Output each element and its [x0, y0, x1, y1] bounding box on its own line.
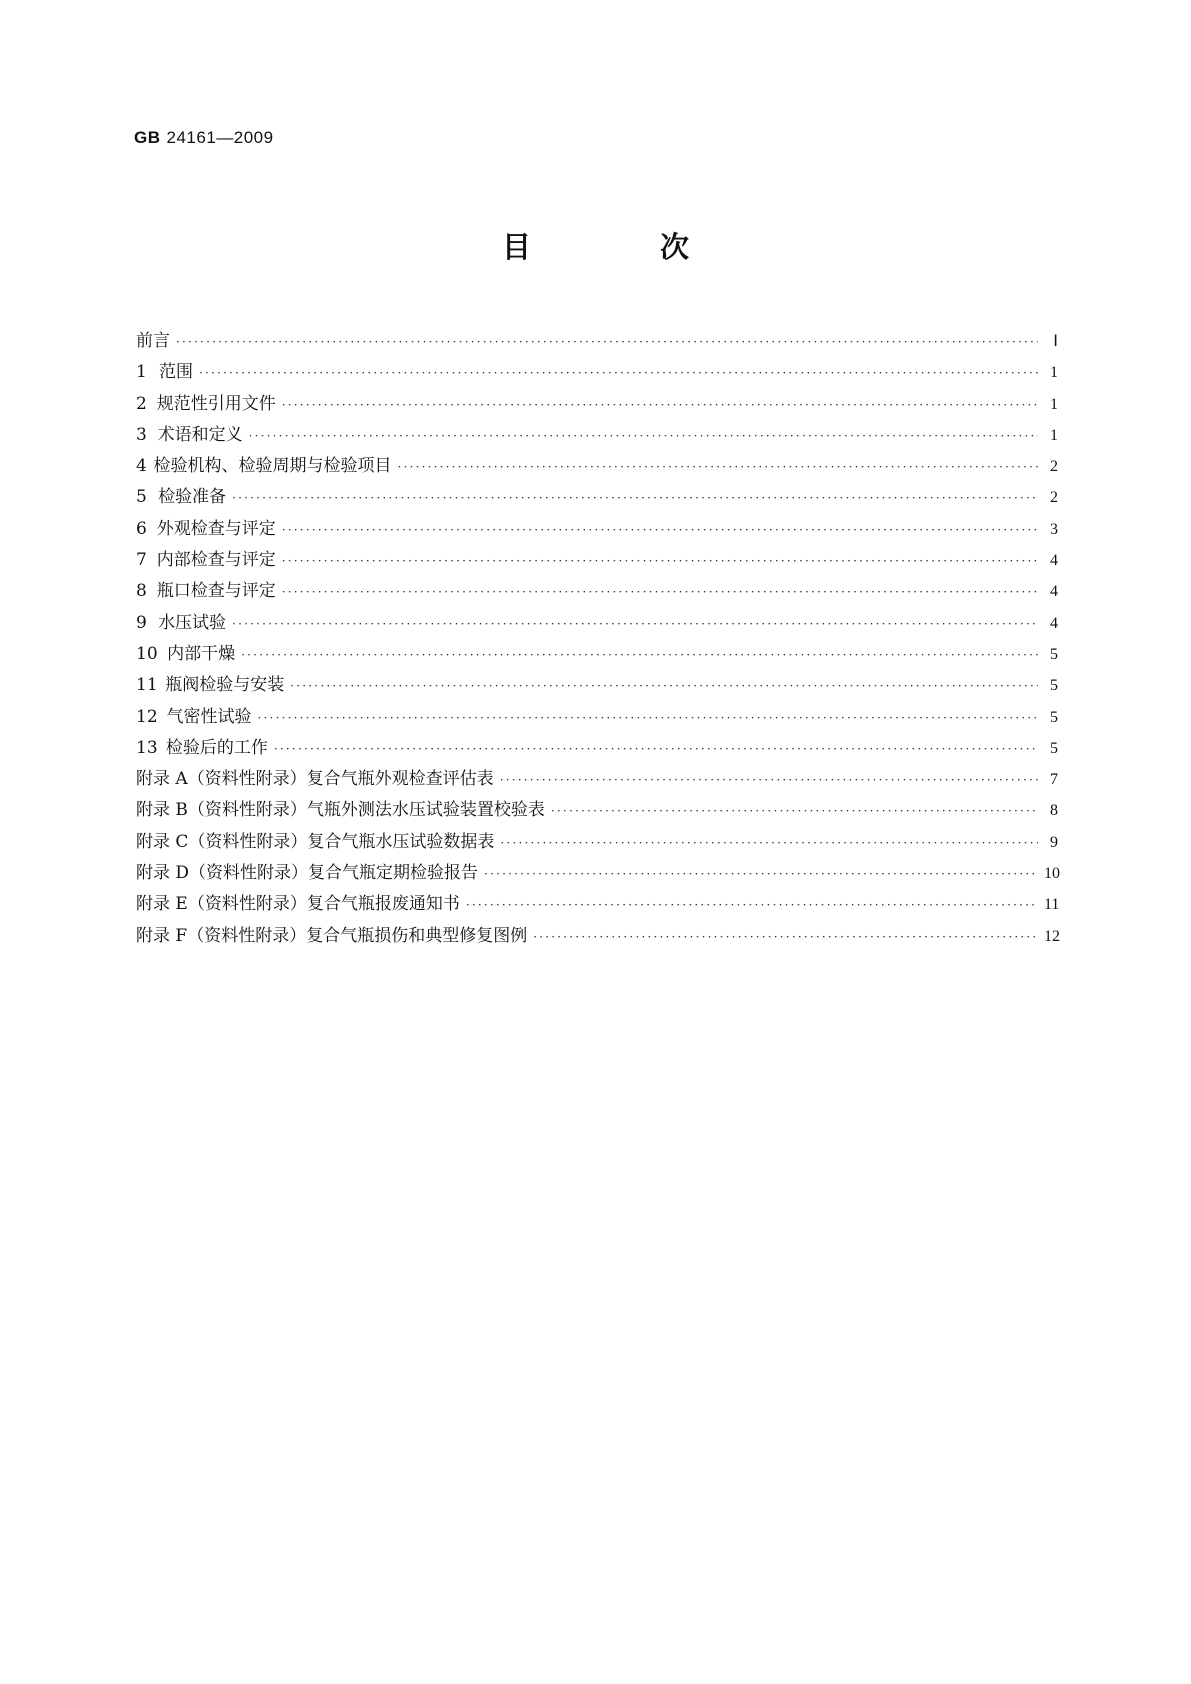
dot-leader [249, 421, 1038, 452]
dot-leader [282, 577, 1038, 608]
toc-entry-label: 范围 [158, 362, 193, 383]
dot-leader [533, 922, 1038, 953]
toc-entry[interactable] [136, 639, 1058, 670]
toc-entry-label: 气瓶外测法水压试验装置校验表 [306, 800, 545, 821]
toc-entry-number: 7 [136, 550, 147, 571]
toc-entry-number: 附录 C（资料性附录） [136, 831, 308, 852]
toc-entry[interactable] [136, 795, 1058, 826]
toc-entry-page: 1 [1050, 426, 1058, 444]
toc-entry-label: 瓶口检查与评定 [156, 581, 276, 602]
toc-entry[interactable] [136, 576, 1058, 607]
table-of-contents [136, 326, 1058, 952]
standard-prefix: GB [134, 128, 161, 147]
toc-entry-number: 3 [136, 424, 147, 445]
dot-leader [500, 828, 1038, 859]
toc-entry-page: 4 [1050, 552, 1058, 570]
toc-entry-label: 复合气瓶外观检查评估表 [306, 769, 494, 790]
toc-entry-label: 复合气瓶定期检验报告 [308, 863, 479, 884]
toc-entry-page: 9 [1050, 833, 1058, 851]
toc-entry-page: 3 [1050, 520, 1058, 538]
toc-entry[interactable] [136, 733, 1058, 764]
toc-entry-page: 7 [1050, 771, 1058, 789]
toc-entry-label: 术语和定义 [157, 424, 243, 445]
toc-entry[interactable] [136, 858, 1058, 889]
toc-entry[interactable] [136, 482, 1058, 513]
toc-entry-number: 附录 A（资料性附录） [136, 769, 307, 790]
toc-entry-number: 2 [136, 393, 147, 414]
toc-entry[interactable] [136, 608, 1058, 639]
dot-leader [290, 671, 1038, 702]
dot-leader [398, 452, 1038, 483]
toc-entry-page: 2 [1050, 458, 1058, 476]
toc-entry-page: 1 [1050, 364, 1058, 382]
dot-leader [282, 390, 1038, 421]
dot-leader [500, 765, 1038, 796]
toc-entry[interactable] [136, 545, 1058, 576]
toc-entry-label: 水压试验 [158, 612, 227, 633]
toc-entry[interactable] [136, 451, 1058, 482]
dot-leader [232, 483, 1038, 514]
dot-leader [282, 515, 1038, 546]
toc-entry-number: 9 [136, 612, 147, 633]
toc-entry-number: 11 [136, 675, 158, 696]
toc-entry-label: 检验准备 [158, 487, 227, 508]
toc-entry[interactable] [136, 389, 1058, 420]
dot-leader [199, 358, 1038, 389]
toc-entry-number: 附录 D（资料性附录） [136, 863, 309, 884]
toc-entry[interactable] [136, 702, 1058, 733]
toc-entry[interactable] [136, 764, 1058, 795]
toc-entry-number: 10 [136, 643, 158, 664]
toc-entry-page: 4 [1050, 614, 1058, 632]
toc-entry-page: 5 [1050, 739, 1058, 757]
page-title: 目 次 [501, 230, 739, 264]
toc-entry-number: 附录 F（资料性附录） [136, 925, 307, 946]
dot-leader [232, 609, 1038, 640]
toc-entry-number: 附录 E（资料性附录） [136, 894, 307, 915]
standard-code [134, 128, 274, 148]
toc-entry[interactable] [136, 357, 1058, 388]
toc-entry-number: 12 [136, 706, 158, 727]
toc-entry-page: 4 [1050, 583, 1058, 601]
toc-entry-page: Ⅰ [1053, 333, 1058, 350]
toc-entry[interactable] [136, 827, 1058, 858]
dot-leader [274, 734, 1038, 765]
toc-entry-page: 1 [1050, 395, 1058, 413]
dot-leader [176, 327, 1038, 358]
toc-entry[interactable] [136, 420, 1058, 451]
toc-entry-number: 4 [136, 456, 147, 477]
toc-entry-page: 10 [1044, 865, 1060, 883]
standard-number: 24161—2009 [166, 128, 274, 147]
toc-entry[interactable] [136, 514, 1058, 545]
toc-entry[interactable] [136, 326, 1058, 357]
toc-entry-label: 前言 [136, 331, 170, 351]
toc-entry[interactable] [136, 670, 1058, 701]
toc-entry-number: 5 [136, 487, 147, 508]
toc-entry-number: 8 [136, 581, 147, 602]
toc-entry-page: 5 [1050, 708, 1058, 726]
toc-entry[interactable] [136, 889, 1058, 920]
toc-entry-number: 1 [136, 362, 147, 383]
toc-entry-page: 8 [1050, 802, 1058, 820]
dot-leader [484, 859, 1038, 890]
toc-entry-number: 附录 B（资料性附录） [136, 800, 307, 821]
toc-entry-page: 5 [1050, 645, 1058, 663]
toc-entry-label: 检验后的工作 [165, 737, 268, 758]
dot-leader [258, 703, 1038, 734]
toc-entry[interactable] [136, 921, 1058, 952]
dot-leader [241, 640, 1038, 671]
dot-leader [282, 546, 1038, 577]
toc-entry-number: 6 [136, 518, 147, 539]
toc-entry-page: 2 [1050, 489, 1058, 507]
toc-entry-page: 12 [1044, 927, 1060, 945]
toc-entry-label: 复合气瓶水压试验数据表 [307, 831, 495, 852]
toc-entry-label: 检验机构、检验周期与检验项目 [153, 456, 392, 477]
toc-entry-label: 规范性引用文件 [156, 393, 276, 414]
toc-entry-label: 气密性试验 [166, 706, 252, 727]
dot-leader [466, 890, 1038, 921]
toc-entry-label: 内部干燥 [167, 643, 236, 664]
toc-entry-label: 复合气瓶损伤和典型修复图例 [306, 925, 528, 946]
toc-entry-page: 5 [1050, 677, 1058, 695]
dot-leader [551, 796, 1038, 827]
toc-entry-page: 11 [1044, 896, 1060, 914]
toc-entry-label: 内部检查与评定 [156, 550, 276, 571]
toc-entry-number: 13 [136, 737, 158, 758]
toc-entry-label: 复合气瓶报废通知书 [306, 894, 460, 915]
toc-entry-label: 瓶阀检验与安装 [165, 675, 285, 696]
toc-entry-label: 外观检查与评定 [156, 518, 276, 539]
